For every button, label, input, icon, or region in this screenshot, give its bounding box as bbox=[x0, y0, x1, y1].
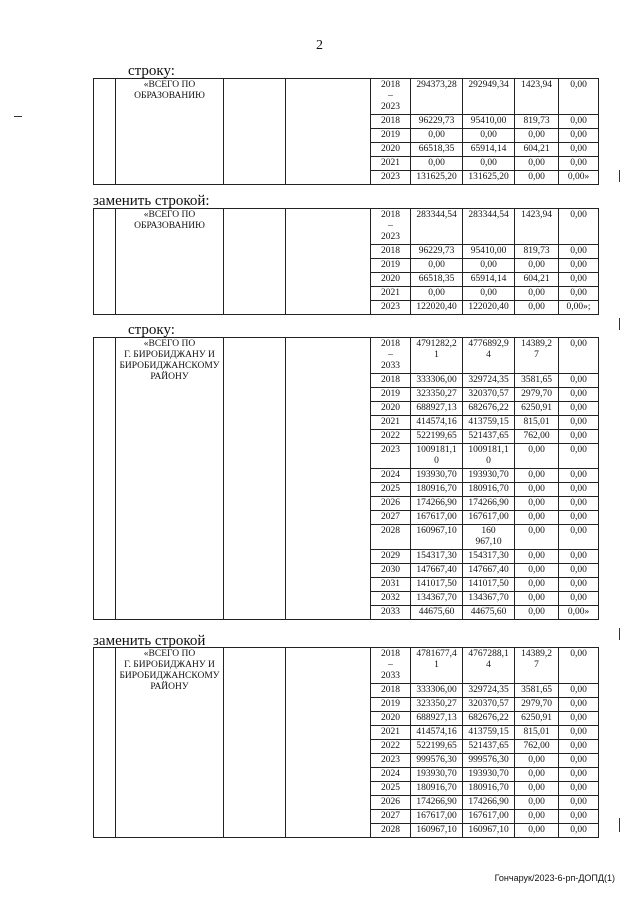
year-cell: 2020 bbox=[371, 402, 411, 416]
value-4-cell: 0,00 bbox=[559, 564, 599, 578]
total-value-cell: 0,00 bbox=[411, 157, 463, 171]
total-value-cell: 96229,73 bbox=[411, 245, 463, 259]
value-3-cell: 0,00 bbox=[515, 171, 559, 185]
value-3-cell: 14389,2 7 bbox=[515, 648, 559, 684]
year-cell: 2031 bbox=[371, 578, 411, 592]
total-value-cell: 154317,30 bbox=[411, 550, 463, 564]
year-cell: 2027 bbox=[371, 511, 411, 525]
row-name-cell: «ВСЕГО ПО Г. БИРОБИДЖАНУ И БИРОБИДЖАНСКОМУ РАЙОНУ bbox=[116, 338, 224, 620]
value-3-cell: 0,00 bbox=[515, 287, 559, 301]
empty-cell-b bbox=[286, 209, 371, 315]
value-4-cell: 0,00 bbox=[559, 550, 599, 564]
row-number-cell bbox=[94, 338, 116, 620]
year-cell: 2021 bbox=[371, 416, 411, 430]
value-4-cell: 0,00 bbox=[559, 469, 599, 483]
value-2-cell: 4767288,1 4 bbox=[463, 648, 515, 684]
total-value-cell: 141017,50 bbox=[411, 578, 463, 592]
total-value-cell: 147667,40 bbox=[411, 564, 463, 578]
value-3-cell: 1423,94 bbox=[515, 209, 559, 245]
year-cell: 2018 – 2033 bbox=[371, 648, 411, 684]
value-2-cell: 413759,15 bbox=[463, 726, 515, 740]
value-2-cell: 320370,57 bbox=[463, 388, 515, 402]
value-2-cell: 167617,00 bbox=[463, 511, 515, 525]
value-2-cell: 521437,65 bbox=[463, 740, 515, 754]
value-3-cell: 3581,65 bbox=[515, 374, 559, 388]
value-3-cell: 0,00 bbox=[515, 564, 559, 578]
value-4-cell: 0,00 bbox=[559, 824, 599, 838]
value-3-cell: 0,00 bbox=[515, 796, 559, 810]
value-4-cell: 0,00 bbox=[559, 782, 599, 796]
total-value-cell: 160967,10 bbox=[411, 824, 463, 838]
section-1-table bbox=[93, 78, 599, 185]
total-value-cell: 283344,54 bbox=[411, 209, 463, 245]
section-3-table bbox=[93, 337, 599, 620]
total-value-cell: 522199,65 bbox=[411, 430, 463, 444]
year-cell: 2018 bbox=[371, 374, 411, 388]
empty-cell-a bbox=[224, 648, 286, 838]
value-2-cell: 1009181,1 0 bbox=[463, 444, 515, 469]
total-value-cell: 134367,70 bbox=[411, 592, 463, 606]
total-value-cell: 294373,28 bbox=[411, 79, 463, 115]
value-3-cell: 0,00 bbox=[515, 525, 559, 550]
value-2-cell: 999576,30 bbox=[463, 754, 515, 768]
year-cell: 2019 bbox=[371, 259, 411, 273]
value-2-cell: 0,00 bbox=[463, 259, 515, 273]
year-cell: 2023 bbox=[371, 301, 411, 315]
value-4-cell: 0,00 bbox=[559, 810, 599, 824]
year-cell: 2028 bbox=[371, 525, 411, 550]
value-2-cell: 122020,40 bbox=[463, 301, 515, 315]
total-value-cell: 0,00 bbox=[411, 259, 463, 273]
value-2-cell: 160967,10 bbox=[463, 824, 515, 838]
value-4-cell: 0,00 bbox=[559, 388, 599, 402]
value-4-cell: 0,00 bbox=[559, 698, 599, 712]
value-4-cell: 0,00 bbox=[559, 416, 599, 430]
value-3-cell: 604,21 bbox=[515, 273, 559, 287]
total-value-cell: 1009181,1 0 bbox=[411, 444, 463, 469]
year-cell: 2019 bbox=[371, 698, 411, 712]
value-3-cell: 14389,2 7 bbox=[515, 338, 559, 374]
value-3-cell: 0,00 bbox=[515, 157, 559, 171]
year-cell: 2020 bbox=[371, 143, 411, 157]
total-value-cell: 96229,73 bbox=[411, 115, 463, 129]
value-4-cell: 0,00 bbox=[559, 740, 599, 754]
total-value-cell: 4781677,4 1 bbox=[411, 648, 463, 684]
value-2-cell: 0,00 bbox=[463, 157, 515, 171]
year-cell: 2028 bbox=[371, 824, 411, 838]
value-2-cell: 44675,60 bbox=[463, 606, 515, 620]
year-cell: 2032 bbox=[371, 592, 411, 606]
year-cell: 2020 bbox=[371, 273, 411, 287]
total-value-cell: 333306,00 bbox=[411, 684, 463, 698]
total-value-cell: 174266,90 bbox=[411, 796, 463, 810]
value-3-cell: 815,01 bbox=[515, 726, 559, 740]
year-cell: 2018 bbox=[371, 684, 411, 698]
table-row bbox=[94, 209, 599, 245]
value-2-cell: 413759,15 bbox=[463, 416, 515, 430]
year-cell: 2018 bbox=[371, 245, 411, 259]
value-4-cell: 0,00 bbox=[559, 287, 599, 301]
row-name-cell: «ВСЕГО ПО Г. БИРОБИДЖАНУ И БИРОБИДЖАНСКОМУ РАЙОНУ bbox=[116, 648, 224, 838]
total-value-cell: 66518,35 bbox=[411, 273, 463, 287]
scan-mark bbox=[619, 170, 620, 182]
value-3-cell: 0,00 bbox=[515, 606, 559, 620]
value-3-cell: 1423,94 bbox=[515, 79, 559, 115]
value-4-cell: 0,00 bbox=[559, 796, 599, 810]
value-3-cell: 819,73 bbox=[515, 245, 559, 259]
year-cell: 2020 bbox=[371, 712, 411, 726]
total-value-cell: 999576,30 bbox=[411, 754, 463, 768]
value-2-cell: 292949,34 bbox=[463, 79, 515, 115]
value-3-cell: 0,00 bbox=[515, 511, 559, 525]
value-3-cell: 815,01 bbox=[515, 416, 559, 430]
value-3-cell: 0,00 bbox=[515, 469, 559, 483]
total-value-cell: 131625,20 bbox=[411, 171, 463, 185]
section-4-caption: заменить строкой bbox=[93, 633, 206, 649]
value-3-cell: 0,00 bbox=[515, 129, 559, 143]
total-value-cell: 414574,16 bbox=[411, 726, 463, 740]
section-2-caption: заменить строкой: bbox=[93, 193, 210, 209]
value-4-cell: 0,00 bbox=[559, 374, 599, 388]
value-2-cell: 65914,14 bbox=[463, 273, 515, 287]
value-3-cell: 0,00 bbox=[515, 782, 559, 796]
value-2-cell: 147667,40 bbox=[463, 564, 515, 578]
value-4-cell: 0,00 bbox=[559, 648, 599, 684]
total-value-cell: 4791282,2 1 bbox=[411, 338, 463, 374]
value-4-cell: 0,00 bbox=[559, 338, 599, 374]
value-4-cell: 0,00 bbox=[559, 525, 599, 550]
value-2-cell: 134367,70 bbox=[463, 592, 515, 606]
section-1-caption: строку: bbox=[128, 63, 175, 79]
row-number-cell bbox=[94, 648, 116, 838]
year-cell: 2018 – 2033 bbox=[371, 338, 411, 374]
value-4-cell: 0,00 bbox=[559, 273, 599, 287]
value-3-cell: 0,00 bbox=[515, 301, 559, 315]
value-2-cell: 682676,22 bbox=[463, 402, 515, 416]
value-3-cell: 0,00 bbox=[515, 768, 559, 782]
total-value-cell: 333306,00 bbox=[411, 374, 463, 388]
value-2-cell: 65914,14 bbox=[463, 143, 515, 157]
value-4-cell: 0,00» bbox=[559, 606, 599, 620]
year-cell: 2023 bbox=[371, 754, 411, 768]
year-cell: 2019 bbox=[371, 129, 411, 143]
value-2-cell: 193930,70 bbox=[463, 469, 515, 483]
value-4-cell: 0,00 bbox=[559, 754, 599, 768]
scan-mark bbox=[619, 318, 620, 330]
value-4-cell: 0,00 bbox=[559, 115, 599, 129]
value-3-cell: 0,00 bbox=[515, 550, 559, 564]
year-cell: 2021 bbox=[371, 726, 411, 740]
value-2-cell: 0,00 bbox=[463, 287, 515, 301]
value-4-cell: 0,00 bbox=[559, 578, 599, 592]
year-cell: 2030 bbox=[371, 564, 411, 578]
year-cell: 2024 bbox=[371, 469, 411, 483]
value-4-cell: 0,00 bbox=[559, 259, 599, 273]
total-value-cell: 688927,13 bbox=[411, 712, 463, 726]
value-2-cell: 193930,70 bbox=[463, 768, 515, 782]
value-4-cell: 0,00 bbox=[559, 483, 599, 497]
section-3-caption: строку: bbox=[128, 322, 175, 338]
total-value-cell: 180916,70 bbox=[411, 782, 463, 796]
total-value-cell: 688927,13 bbox=[411, 402, 463, 416]
total-value-cell: 66518,35 bbox=[411, 143, 463, 157]
year-cell: 2021 bbox=[371, 157, 411, 171]
value-2-cell: 131625,20 bbox=[463, 171, 515, 185]
total-value-cell: 160967,10 bbox=[411, 525, 463, 550]
total-value-cell: 180916,70 bbox=[411, 483, 463, 497]
row-number-cell bbox=[94, 79, 116, 185]
value-4-cell: 0,00 bbox=[559, 157, 599, 171]
value-2-cell: 4776892,9 4 bbox=[463, 338, 515, 374]
value-4-cell: 0,00» bbox=[559, 171, 599, 185]
total-value-cell: 323350,27 bbox=[411, 388, 463, 402]
value-2-cell: 174266,90 bbox=[463, 796, 515, 810]
value-4-cell: 0,00 bbox=[559, 245, 599, 259]
value-2-cell: 154317,30 bbox=[463, 550, 515, 564]
total-value-cell: 167617,00 bbox=[411, 511, 463, 525]
total-value-cell: 44675,60 bbox=[411, 606, 463, 620]
year-cell: 2022 bbox=[371, 430, 411, 444]
value-2-cell: 682676,22 bbox=[463, 712, 515, 726]
value-2-cell: 167617,00 bbox=[463, 810, 515, 824]
total-value-cell: 193930,70 bbox=[411, 768, 463, 782]
total-value-cell: 167617,00 bbox=[411, 810, 463, 824]
value-2-cell: 141017,50 bbox=[463, 578, 515, 592]
year-cell: 2023 bbox=[371, 444, 411, 469]
section-2-table bbox=[93, 208, 599, 315]
year-cell: 2024 bbox=[371, 768, 411, 782]
total-value-cell: 122020,40 bbox=[411, 301, 463, 315]
year-cell: 2026 bbox=[371, 497, 411, 511]
scan-mark bbox=[619, 818, 620, 832]
value-2-cell: 283344,54 bbox=[463, 209, 515, 245]
year-cell: 2022 bbox=[371, 740, 411, 754]
value-3-cell: 0,00 bbox=[515, 444, 559, 469]
value-3-cell: 2979,70 bbox=[515, 698, 559, 712]
value-3-cell: 2979,70 bbox=[515, 388, 559, 402]
year-cell: 2025 bbox=[371, 483, 411, 497]
total-value-cell: 323350,27 bbox=[411, 698, 463, 712]
value-4-cell: 0,00 bbox=[559, 684, 599, 698]
page-number: 2 bbox=[316, 38, 323, 53]
row-name-cell: «ВСЕГО ПО ОБРАЗОВАНИЮ bbox=[116, 79, 224, 185]
table-row bbox=[94, 79, 599, 115]
value-4-cell: 0,00 bbox=[559, 143, 599, 157]
year-cell: 2018 – 2023 bbox=[371, 79, 411, 115]
value-3-cell: 604,21 bbox=[515, 143, 559, 157]
value-4-cell: 0,00 bbox=[559, 726, 599, 740]
value-3-cell: 762,00 bbox=[515, 740, 559, 754]
total-value-cell: 0,00 bbox=[411, 287, 463, 301]
value-3-cell: 6250,91 bbox=[515, 712, 559, 726]
value-4-cell: 0,00 bbox=[559, 497, 599, 511]
value-3-cell: 0,00 bbox=[515, 592, 559, 606]
total-value-cell: 414574,16 bbox=[411, 416, 463, 430]
row-name-cell: «ВСЕГО ПО ОБРАЗОВАНИЮ bbox=[116, 209, 224, 315]
value-4-cell: 0,00 bbox=[559, 430, 599, 444]
value-3-cell: 3581,65 bbox=[515, 684, 559, 698]
value-3-cell: 6250,91 bbox=[515, 402, 559, 416]
value-3-cell: 762,00 bbox=[515, 430, 559, 444]
row-number-cell bbox=[94, 209, 116, 315]
value-3-cell: 819,73 bbox=[515, 115, 559, 129]
value-2-cell: 95410,00 bbox=[463, 245, 515, 259]
year-cell: 2021 bbox=[371, 287, 411, 301]
value-4-cell: 0,00 bbox=[559, 79, 599, 115]
year-cell: 2018 bbox=[371, 115, 411, 129]
empty-cell-b bbox=[286, 79, 371, 185]
value-2-cell: 180916,70 bbox=[463, 483, 515, 497]
scan-mark bbox=[14, 116, 22, 117]
value-2-cell: 180916,70 bbox=[463, 782, 515, 796]
value-4-cell: 0,00 bbox=[559, 444, 599, 469]
year-cell: 2018 – 2023 bbox=[371, 209, 411, 245]
value-3-cell: 0,00 bbox=[515, 810, 559, 824]
value-4-cell: 0,00 bbox=[559, 511, 599, 525]
year-cell: 2027 bbox=[371, 810, 411, 824]
scan-mark bbox=[619, 628, 620, 640]
value-3-cell: 0,00 bbox=[515, 578, 559, 592]
total-value-cell: 0,00 bbox=[411, 129, 463, 143]
year-cell: 2019 bbox=[371, 388, 411, 402]
value-2-cell: 95410,00 bbox=[463, 115, 515, 129]
value-4-cell: 0,00 bbox=[559, 592, 599, 606]
year-cell: 2029 bbox=[371, 550, 411, 564]
footer-document-code: Гончарук/2023-6-рп-ДОПД(1) bbox=[494, 873, 615, 883]
value-3-cell: 0,00 bbox=[515, 497, 559, 511]
value-2-cell: 521437,65 bbox=[463, 430, 515, 444]
value-4-cell: 0,00»; bbox=[559, 301, 599, 315]
total-value-cell: 193930,70 bbox=[411, 469, 463, 483]
value-4-cell: 0,00 bbox=[559, 129, 599, 143]
value-2-cell: 160 967,10 bbox=[463, 525, 515, 550]
value-2-cell: 0,00 bbox=[463, 129, 515, 143]
total-value-cell: 174266,90 bbox=[411, 497, 463, 511]
value-4-cell: 0,00 bbox=[559, 209, 599, 245]
value-2-cell: 329724,35 bbox=[463, 374, 515, 388]
value-2-cell: 329724,35 bbox=[463, 684, 515, 698]
total-value-cell: 522199,65 bbox=[411, 740, 463, 754]
year-cell: 2026 bbox=[371, 796, 411, 810]
value-3-cell: 0,00 bbox=[515, 824, 559, 838]
year-cell: 2025 bbox=[371, 782, 411, 796]
value-4-cell: 0,00 bbox=[559, 402, 599, 416]
empty-cell-b bbox=[286, 648, 371, 838]
year-cell: 2033 bbox=[371, 606, 411, 620]
table-row bbox=[94, 338, 599, 374]
value-4-cell: 0,00 bbox=[559, 712, 599, 726]
value-4-cell: 0,00 bbox=[559, 768, 599, 782]
value-2-cell: 320370,57 bbox=[463, 698, 515, 712]
value-3-cell: 0,00 bbox=[515, 754, 559, 768]
table-row bbox=[94, 648, 599, 684]
value-2-cell: 174266,90 bbox=[463, 497, 515, 511]
value-3-cell: 0,00 bbox=[515, 259, 559, 273]
year-cell: 2023 bbox=[371, 171, 411, 185]
empty-cell-b bbox=[286, 338, 371, 620]
empty-cell-a bbox=[224, 209, 286, 315]
value-3-cell: 0,00 bbox=[515, 483, 559, 497]
section-4-table bbox=[93, 647, 599, 838]
empty-cell-a bbox=[224, 79, 286, 185]
empty-cell-a bbox=[224, 338, 286, 620]
